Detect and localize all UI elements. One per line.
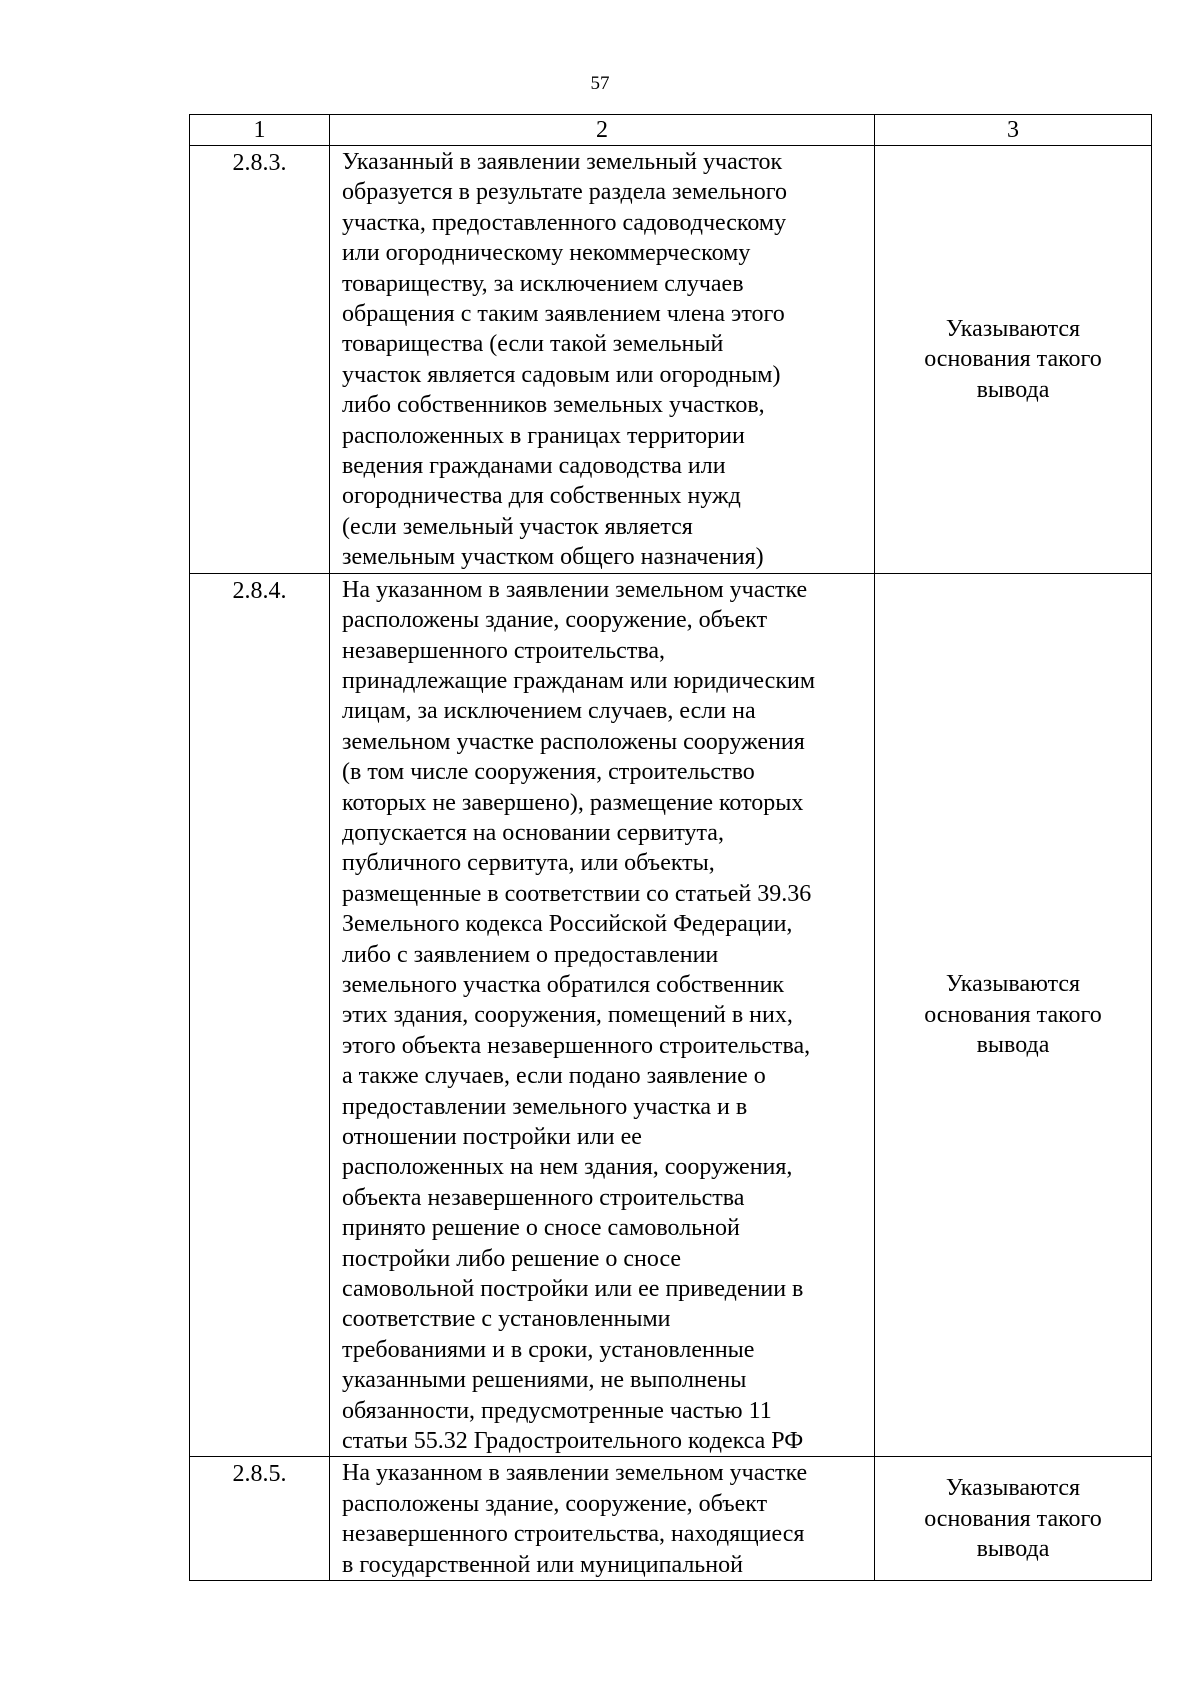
- header-cell-col3: 3: [875, 115, 1152, 146]
- table-header-row: [190, 115, 1152, 146]
- clause-number: 2.8.5.: [190, 1457, 330, 1581]
- clause-result: Указываются основания такого вывода: [875, 146, 1152, 574]
- header-cell-col2: 2: [330, 115, 875, 146]
- clause-text: Указанный в заявлении земельный участок образуется в результате раздела земельного участка, предоставленного садоводческому или огородническому некоммерческому товариществу, за исключением случаев обращения с таким заявлением члена этого товарищества (если такой земельный участок является садовым или огородным) либо собственников земельных участков, расположенных в границах территории ведения гражданами садоводства или огородничества для собственных нужд (если земельный участок является земельным участком общего назначения): [330, 146, 875, 574]
- clause-result: Указываются основания такого вывода: [875, 1457, 1152, 1581]
- table-row: [190, 1457, 1152, 1581]
- page-number: 57: [590, 73, 610, 94]
- clause-text: На указанном в заявлении земельном участке расположены здание, сооружение, объект незавершенного строительства, принадлежащие гражданам или юридическим лицам, за исключением случаев, если на земельном участке расположены сооружения (в том числе сооружения, строительство которых не завершено), размещение которых допускается на основании сервитута, публичного сервитута, или объекты, размещенные в соответствии со статьей 39.36 Земельного кодекса Российской Федерации, либо с заявлением о предоставлении земельного участка обратился собственник этих здания, сооружения, помещений в них, этого объекта незавершенного строительства, а также случаев, если подано заявление о предоставлении земельного участка и в отношении постройки или ее расположенных на нем здания, сооружения, объекта незавершенного строительства принято решение о сносе самовольной постройки либо решение о сносе самовольной постройки или ее приведении в соответствие с установленными требованиями и в сроки, установленные указанными решениями, не выполнены обязанности, предусмотренные частью 11 статьи 55.32 Градостроительного кодекса РФ: [330, 573, 875, 1457]
- clause-result: Указываются основания такого вывода: [875, 573, 1152, 1457]
- table-row: [190, 146, 1152, 574]
- header-cell-col1: 1: [190, 115, 330, 146]
- grounds-table: [189, 114, 1152, 1581]
- table-row: [190, 573, 1152, 1457]
- clause-number: 2.8.4.: [190, 573, 330, 1457]
- clause-number: 2.8.3.: [190, 146, 330, 574]
- clause-text: На указанном в заявлении земельном участке расположены здание, сооружение, объект незавершенного строительства, находящиеся в государственной или муниципальной: [330, 1457, 875, 1581]
